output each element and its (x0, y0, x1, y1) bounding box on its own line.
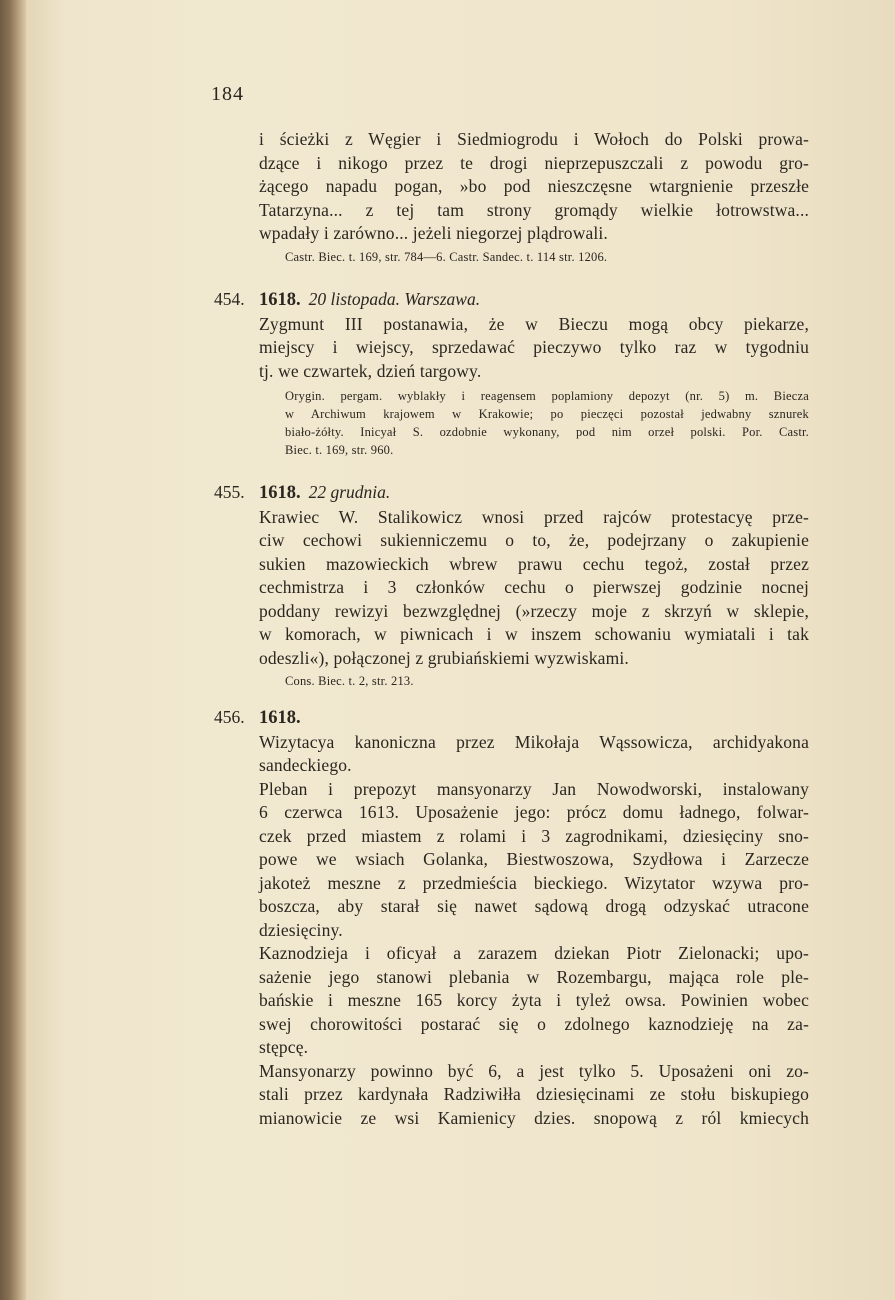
text-line: dziesięciny. (259, 919, 343, 940)
text-line: swej chorowitości postarać się o zdolnego kaznodzieję na za- (259, 1013, 809, 1034)
text-line: żącego napadu pogan, »bo pod nieszczęsne wtargnienie przeszłe (259, 176, 809, 196)
source-note (259, 672, 809, 690)
source-note (259, 387, 809, 459)
text-line: Tatarzyna... z tej tam strony gromądy wielkie łotrowstwa... (259, 199, 809, 220)
text-line: Wizytacya kanoniczna przez Mikołaja Wąssowicza, archidyakona (259, 731, 809, 752)
entry-year: 1618. (259, 708, 301, 728)
entry-number: 456. (214, 707, 245, 727)
text-line: tj. we czwartek, dzień targowy. (259, 360, 482, 381)
entry-year: 1618. (259, 290, 301, 310)
text-line: dzące i nikogo przez te drogi nieprzepuszczali z powodu gro- (259, 152, 809, 173)
text-line: cechmistrza i 3 członków cechu o pierwszej godzinie nocnej (259, 577, 809, 597)
entry-heading (259, 481, 809, 506)
entry-455 (259, 481, 809, 690)
text-line: miejscy i wiejscy, sprzedawać pieczywo tylko raz w tygodniu (259, 337, 809, 357)
text-line: w komorach, w piwnicach i w inszem schowaniu wymiatali i tak (259, 624, 809, 644)
text-line: wpadały i zarówno... jeżeli niegorzej plądrowali. (259, 223, 608, 243)
text-line: czek przed miastem z rolami i 3 zagrodnikami, dziesięciny sno- (259, 825, 809, 846)
text-line: Pleban i prepozyt mansyonarzy Jan Nowodworski, instalowany (259, 778, 809, 799)
text-line: Mansyonarzy powinno być 6, a jest tylko 5. Uposażeni oni zo- (259, 1060, 809, 1081)
source-note: Castr. Biec. t. 169, str. 784—6. Castr. Sandec. t. 114 str. 1206. (285, 249, 608, 264)
source-line: Cons. Biec. t. 2, str. 213. (285, 674, 414, 688)
entry-date: 20 listopada. Warszawa. (308, 289, 481, 309)
entry-454 (259, 288, 809, 459)
entry-number: 455. (214, 482, 245, 502)
text-line: ciw cechowi sukienniczemu o to, że, podejrzany o zakupienie (259, 530, 809, 550)
text-line: stali przez kardynała Radziwiłła dziesięcinami ze stołu biskupiego (259, 1084, 809, 1104)
source-line: biało-żółty. Inicyał S. ozdobnie wykonany, pod nim orzeł polski. Por. Castr. (285, 425, 809, 439)
text-line: mianowicie ze wsi Kamienicy dzies. snopową z ról kmiecych (259, 1107, 809, 1128)
entry-date: 22 grudnia. (308, 482, 391, 502)
source-line: Biec. t. 169, str. 960. (285, 443, 394, 457)
text-line: bańskie i meszne 165 korcy żyta i tyleż owsa. Powinien wobec (259, 990, 809, 1010)
source-line: Orygin. pergam. wyblakły i reagensem poplamiony depozyt (nr. 5) m. Biecza (285, 389, 809, 403)
text-line: boszcza, aby starał się nawet sądową drogą odzyskać utracone (259, 896, 809, 916)
text-line: sukien mazowieckich wbrew prawu cechu tegoż, został przez (259, 553, 809, 574)
entry-year: 1618. (259, 483, 301, 503)
source-line: w Archiwum krajowem w Krakowie; po pieczęci pozostał jedwabny sznurek (285, 407, 809, 421)
book-spine-shadow (0, 0, 26, 1300)
entry-heading (259, 288, 809, 313)
text-line: jakoteż meszne z przedmieścia bieckiego. Wizytator wzywa pro- (259, 872, 809, 893)
text-line: Zygmunt III postanawia, że w Bieczu mogą obcy piekarze, (259, 313, 809, 334)
text-line: Krawiec W. Stalikowicz wnosi przed rajców protestacyę prze- (259, 506, 809, 527)
text-line: powe we wsiach Golanka, Biestwoszowa, Szydłowa i Zarzecze (259, 849, 809, 869)
page-number: 184 (211, 83, 244, 105)
text-line: odeszli«), połączonej z grubiańskiemi wyzwiskami. (259, 647, 629, 668)
text-line: stępcę. (259, 1037, 309, 1057)
text-line: 6 czerwca 1613. Uposażenie jego: prócz domu ładnego, folwar- (259, 802, 809, 822)
entry-number: 454. (214, 289, 245, 309)
text-line: poddany rewizyi bezwzględnej (»rzeczy moje z skrzyń w sklepie, (259, 600, 809, 621)
entry-heading (259, 706, 809, 731)
text-line: sażenie jego stanowi plebania w Rozembargu, mająca role ple- (259, 966, 809, 987)
entry-456 (259, 706, 809, 1130)
intro-paragraph (259, 128, 809, 266)
text-line: sandeckiego. (259, 755, 352, 775)
text-line: i ścieżki z Węgier i Siedmiogrodu i Wołoch do Polski prowa- (259, 129, 809, 149)
text-line: Kaznodzieja i oficyał a zarazem dziekan Piotr Zielonacki; upo- (259, 943, 809, 963)
